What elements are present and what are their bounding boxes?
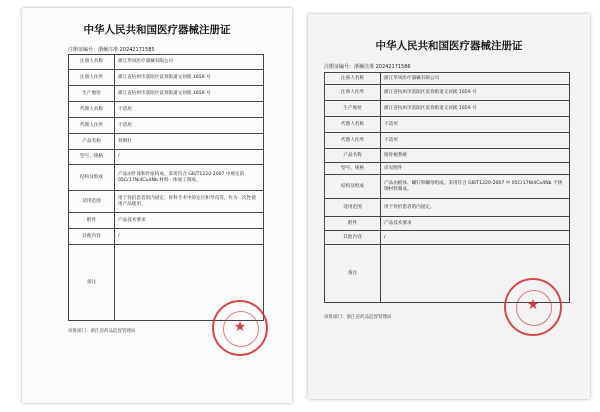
row-value: 用于骨折患者的内固定、骨科手术中的定位和导向等，作为一次性使用产品使用。 <box>115 191 264 213</box>
row-label: 适用范围 <box>69 191 115 213</box>
certificate-table <box>324 72 570 303</box>
certificate-right <box>308 14 590 399</box>
row-label: 生产地址 <box>325 101 381 117</box>
row-label: 其他内容 <box>69 229 115 245</box>
official-seal <box>212 300 268 356</box>
row-value: 产品技术要求 <box>115 213 264 229</box>
row-value: 骨钢针 <box>115 134 264 150</box>
row-label: 型号、规格 <box>69 150 115 165</box>
row-label: 注册人住所 <box>69 70 115 86</box>
row-value: 浙江华凤医疗器械有限公司 <box>115 55 264 70</box>
row-label: 型号、规格 <box>325 163 381 175</box>
certificate-table <box>68 54 264 321</box>
row-label: 注册人名称 <box>325 73 381 85</box>
row-value: 不适用 <box>115 118 264 134</box>
row-value: 浙江省杭州市富阳区富春街道文居街 1659 号 <box>381 101 570 117</box>
row-label: 代理人住所 <box>69 118 115 134</box>
row-value: 浙江省杭州市富阳区富春街道文居街 1659 号 <box>115 70 264 86</box>
row-label: 备注 <box>325 245 381 303</box>
official-seal <box>504 278 562 336</box>
row-value: 浙江华凤医疗器械有限公司 <box>381 73 570 85</box>
row-label: 附件 <box>325 217 381 231</box>
row-label: 附件 <box>69 213 115 229</box>
row-value: 用于骨折患者的内固定。 <box>381 199 570 217</box>
row-label: 其他内容 <box>325 231 381 245</box>
certificate-title: 中华人民共和国医疗器械注册证 <box>375 40 523 52</box>
row-label: 结构及组成 <box>325 175 381 199</box>
row-label: 注册人名称 <box>69 55 115 70</box>
row-value: 产品由针体和针座构成。采用符合 GB/T1220-2007 中规定的 05Cr17Ni4Cu4Nb 材料一体加工制成。 <box>115 165 264 191</box>
row-label: 适用范围 <box>325 199 381 217</box>
row-label: 代理人名称 <box>69 102 115 118</box>
row-label: 注册人住所 <box>325 85 381 101</box>
row-label: 产品名称 <box>69 134 115 150</box>
row-value: / <box>115 229 264 245</box>
row-value: 产品由板体、螺钉和螺母组成。采用符合 GB/T1220-2007 中 05Cr17Ni4Cu4Nb 不锈钢材料制成。 <box>381 175 570 199</box>
star-icon: ★ <box>233 319 247 335</box>
row-value: / <box>381 231 570 245</box>
row-value: / <box>115 150 264 165</box>
row-value: 不适用 <box>381 133 570 149</box>
row-label: 代理人名称 <box>325 117 381 133</box>
row-value: 详见附件 <box>381 163 570 175</box>
row-label: 代理人住所 <box>325 133 381 149</box>
row-label: 备注 <box>69 245 115 321</box>
registration-number: 注册证编号：浙械注准 20242171585 <box>68 47 155 53</box>
certificate-left <box>22 8 292 403</box>
row-value: 浙江省杭州市富阳区富春街道文居街 1659 号 <box>115 86 264 102</box>
star-icon: ★ <box>526 297 540 313</box>
row-value: 浙江省杭州市富阳区富春街道文居街 1659 号 <box>381 85 570 101</box>
row-value: 接骨板系统 <box>381 149 570 163</box>
row-label: 生产地址 <box>69 86 115 102</box>
approval-department: 审批部门：浙江省药品监督管理局 <box>68 329 136 334</box>
row-label: 结构及组成 <box>69 165 115 191</box>
registration-number: 注册证编号：浙械注准 20242171586 <box>324 64 411 70</box>
row-value: 不适用 <box>381 117 570 133</box>
approval-department: 审批部门：浙江省药品监督管理局 <box>324 315 392 320</box>
row-value: 产品技术要求 <box>381 217 570 231</box>
certificate-title: 中华人民共和国医疗器械注册证 <box>83 24 231 36</box>
row-value: 不适用 <box>115 102 264 118</box>
row-label: 产品名称 <box>325 149 381 163</box>
